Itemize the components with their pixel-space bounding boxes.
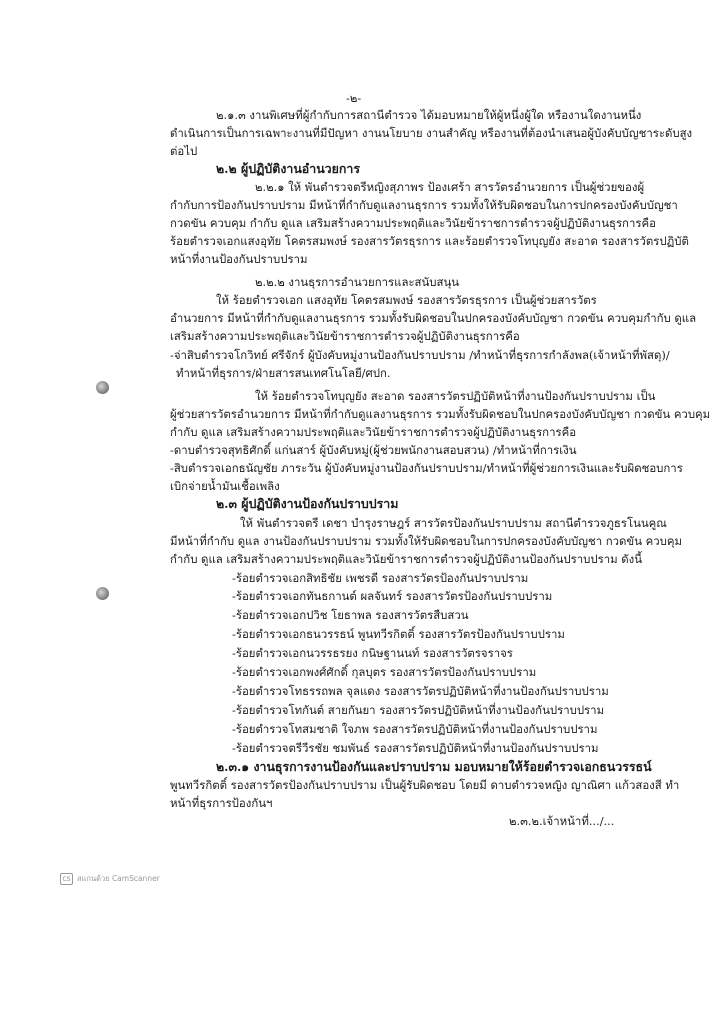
punch-hole-bottom <box>96 587 109 600</box>
punch-hole-top <box>96 381 109 394</box>
text-line: -ดาบตำรวจสุทธิศักดิ์ แก่นสาร์ ผู้บังคับหมู่(ผู้ช่วยพนักงานสอบสวน) /ทำหน้าที่การเงิน <box>170 443 577 457</box>
text-line: พูนทวีรกิตติ์ รองสารวัตรป้องกันปราบปราม เป็นผู้รับผิดชอบ โดยมี ดาบตำรวจหญิง ญาณิศา แก้วสองสี ทำ <box>170 778 680 792</box>
subsection-heading: ๒.๓.๑ งานธุรการงานป้องกันและปราบปราม มอบหมายให้ร้อยตำรวจเอกธนวรรธน์ <box>216 759 652 774</box>
text-line: ให้ ร้อยตำรวจโทบุญยัง สะอาด รองสารวัตรปฏิบัติหน้าที่งานป้องกันปราบปราม เป็น <box>255 389 656 403</box>
text-line: กำกับการป้องกันปราบปราม มีหน้าที่กำกับดูแลงานธุรการ รวมทั้งให้รับผิดชอบในการปกครองบังคับบัญชา <box>170 198 678 212</box>
text-line: ต่อไป <box>170 144 198 158</box>
text-line: กำกับ ดูแล เสริมสร้างความประพฤติและวินัยข้าราชการตำรวจผู้ปฏิบัติงานป้องกันปราบปราม ดังนี้ <box>170 552 643 566</box>
scanner-watermark <box>60 873 180 885</box>
text-line: หน้าที่งานป้องกันปราบปราม <box>170 252 308 266</box>
text-line: กำกับ ดูแล เสริมสร้างความประพฤติและวินัยข้าราชการตำรวจผู้ปฏิบัติงานธุรการคือ <box>170 425 577 439</box>
text-line: ให้ ร้อยตำรวจเอก แสงอุทัย โคตรสมพงษ์ รองสารวัตรธุรการ เป็นผู้ช่วยสารวัตร <box>216 293 597 307</box>
section-heading: ๒.๓ ผู้ปฏิบัติงานป้องกันปราบปราม <box>216 496 399 511</box>
scanner-watermark-text: สแกนด้วย CamScanner <box>77 874 160 883</box>
officer-list-item: -ร้อยตำรวจเอกปวิช โยธาพล รองสารวัตรสืบสวน <box>232 608 469 622</box>
text-line: ผู้ช่วยสารวัตรอำนวยการ มีหน้าที่กำกับดูแลงานธุรการ รวมทั้งรับผิดชอบในปกครองบังคับบัญชา กวดขัน ควบคุม <box>170 407 711 421</box>
text-line: ให้ พันตำรวจตรี เดชา บำรุงราษฎร์ สารวัตรป้องกันปราบปราม สถานีตำรวจภูธรโนนคูณ <box>240 516 667 530</box>
officer-list-item: -ร้อยตำรวจโทสมชาติ ใจภพ รองสารวัตรปฏิบัติหน้าที่งานป้องกันปราบปราม <box>232 722 598 736</box>
officer-list-item: -ร้อยตำรวจเอกนวรรธรยง กนิษฐานนท์ รองสารวัตรจราจร <box>232 646 513 660</box>
officer-list-item: -ร้อยตำรวจเอกพงศ์ศักดิ์ กุลบุตร รองสารวัตรป้องกันปราบปราม <box>232 665 537 679</box>
text-line: หน้าที่ธุรการป้องกันฯ <box>170 796 273 810</box>
page-number: -๒- <box>346 91 362 105</box>
officer-list-item: -ร้อยตำรวจเอกสิทธิชัย เพชรดี รองสารวัตรป้องกันปราบปราม <box>232 571 529 585</box>
officer-list-item: -ร้อยตำรวจเอกธนวรรธน์ พูนทวีรกิตติ์ รองสารวัตรป้องกันปราบปราม <box>232 627 565 641</box>
text-line: ร้อยตำรวจเอกแสงอุทัย โคตรสมพงษ์ รองสารวัตรธุรการ และร้อยตำรวจโทบุญยัง สะอาด รองสารวัตรปฏิบัติ <box>170 234 689 248</box>
camscanner-logo-icon: CS <box>60 873 73 885</box>
text-line: เบิกจ่ายน้ำมันเชื้อเพลิง <box>170 479 280 493</box>
officer-list-item: -ร้อยตำรวจโทกันต์ สายกันยา รองสารวัตรปฏิบัติหน้าที่งานป้องกันปราบปราม <box>232 703 605 717</box>
continuation-marker: ๒.๓.๒.เจ้าหน้าที่.../... <box>509 814 615 828</box>
text-line: -จ่าสิบตำรวจโกวิทย์ ศรีจักร์ ผู้บังคับหมู่งานป้องกันปราบปราม /ทำหน้าที่ธุรการกำลังพล(เจ้าหน้าที่พัสดุ)/ <box>170 348 670 362</box>
text-line: ทำหน้าที่ธุรการ/ฝ่ายสารสนเทศโนโลยี/ศปก. <box>176 366 391 380</box>
officer-list-item: -ร้อยตำรวจตรีวีรชัย ชมพันธ์ รองสารวัตรปฏิบัติหน้าที่งานป้องกันปราบปราม <box>232 741 599 755</box>
text-line: -สิบตำรวจเอกธนัญชัย ภาระวัน ผู้บังคับหมู่งานป้องกันปราบปราม/ทำหน้าที่ผู้ช่วยการเงินและรับผิดชอบการ <box>170 461 683 475</box>
text-line: มีหน้าที่กำกับ ดูแล งานป้องกันปราบปราม รวมทั้งให้รับผิดชอบในการปกครองบังคับบัญชา กวดขัน ควบคุม <box>170 534 682 548</box>
text-line: ๒.๑.๓ งานพิเศษที่ผู้กำกับการสถานีตำรวจ ได้มอบหมายให้ผู้หนึ่งผู้ใด หรืองานใดงานหนึ่ง <box>216 108 642 122</box>
section-heading: ๒.๒ ผู้ปฏิบัติงานอำนวยการ <box>216 161 360 176</box>
text-line: เสริมสร้างความประพฤติและวินัยข้าราชการตำรวจผู้ปฏิบัติงานธุรการคือ <box>170 329 520 343</box>
officer-list-item: -ร้อยตำรวจโทธรรถพล จุลแดง รองสารวัตรปฏิบัติหน้าที่งานป้องกันปราบปราม <box>232 684 609 698</box>
text-line: กวดขัน ควบคุม กำกับ ดูแล เสริมสร้างความประพฤติและวินัยข้าราชการตำรวจผู้ปฏิบัติงานธุรการคือ <box>170 216 656 230</box>
officer-list-item: -ร้อยตำรวจเอกทันธกานต์ ผลจันทร์ รองสารวัตรป้องกันปราบปราม <box>232 589 553 603</box>
text-line: ๒.๒.๑ ให้ พันตำรวจตรีหญิงสุภาพร ป้องเศร้า สารวัตรอำนวยการ เป็นผู้ช่วยของผู้ <box>255 180 645 194</box>
text-line: อำนวยการ มีหน้าที่กำกับดูแลงานธุรการ รวมทั้งรับผิดชอบในปกครองบังคับบัญชา กวดขัน ควบคุมกำกับ ดูแล <box>170 311 697 325</box>
text-line: ดำเนินการเป็นการเฉพาะงานที่มีปัญหา งานนโยบาย งานสำคัญ หรืองานที่ต้องนำเสนอผู้บังคับบัญชาระดับสูง <box>170 126 693 140</box>
subsection-heading: ๒.๒.๒ งานธุรการอำนวยการและสนับสนุน <box>255 275 460 289</box>
